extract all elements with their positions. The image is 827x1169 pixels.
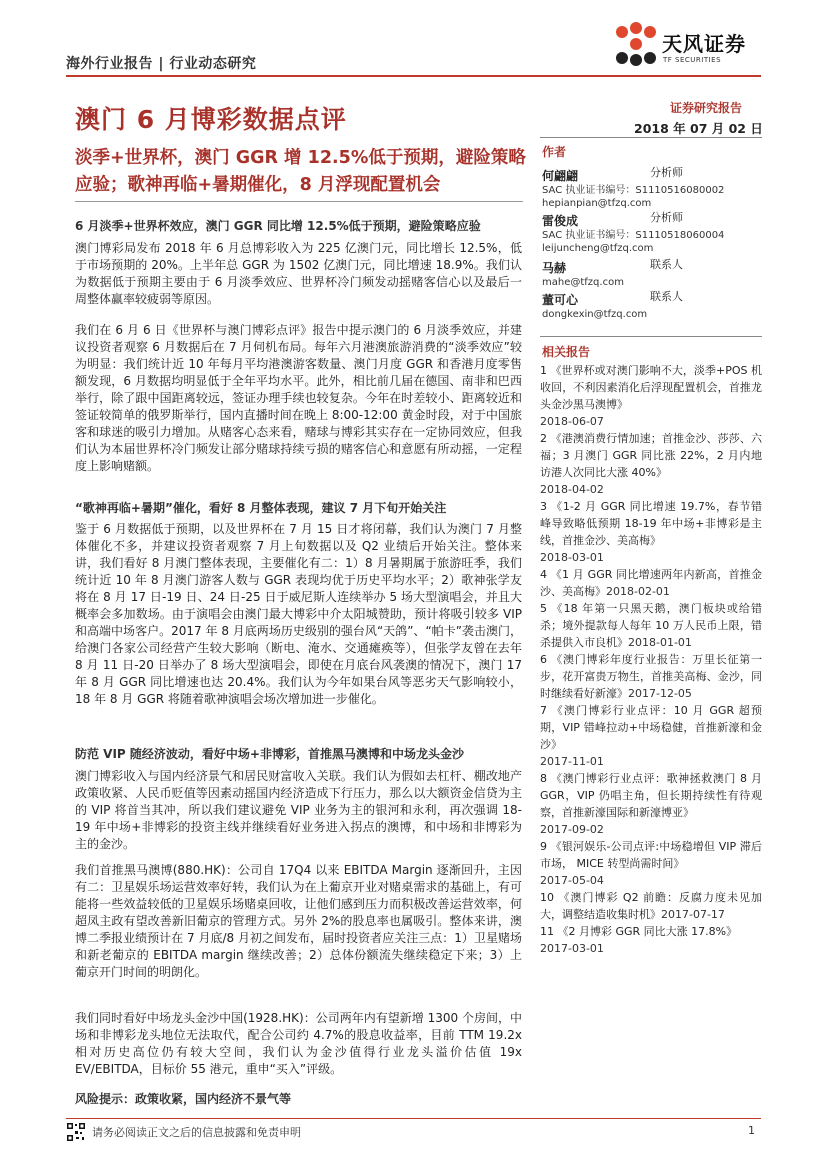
section-heading: 6 月淡季+世界杯效应，澳门 GGR 同比增 12.5%低于预期，避险策略应验: [75, 219, 481, 233]
author-email[interactable]: leijuncheng@tfzq.com: [542, 243, 654, 254]
report-date: 2018 年 07 月 02 日: [634, 121, 763, 136]
report-type: 证券研究报告: [670, 101, 743, 115]
risk-warning: 风险提示：政策收紧，国内经济不景气等: [75, 1092, 292, 1106]
author-role: 联系人: [650, 258, 683, 271]
author-role: 联系人: [650, 290, 683, 303]
related-report-item[interactable]: 7 《澳门博彩行业点评：10 月 GGR 超预期，VIP 错峰拉动+中场稳健，首推新濠和金沙》 2017-11-01: [540, 704, 762, 768]
authors-heading: 作者: [542, 145, 567, 159]
logo-name: 天风证券: [662, 32, 746, 56]
body-paragraph: 澳门博彩收入与国内经济景气和居民财富收入关联。我们认为假如去杠杆、棚改地产政策收紧、人民币贬值等因素动摇国内经济造成下行压力，那么以大额资金信贷为主的 VIP 将首当其冲，所以我们建议避免 VIP 业务为主的银河和永利，再次强调 18-19 年中场+非博彩的投资主线并继续看好业务进入拐点的澳博，和中场和非博彩为主的金沙。: [75, 769, 522, 851]
author-name: 董可心: [542, 293, 579, 307]
related-report-list: [540, 362, 762, 957]
author-block: [542, 257, 762, 289]
related-report-item[interactable]: 2 《港澳消费行情加速；首推金沙、莎莎、六福；3 月澳门 GGR 同比涨 22%，2 月内地访港人次同比大涨 40%》 2018-04-02: [540, 432, 762, 496]
footer-divider: [66, 1118, 761, 1119]
author-name: 雷俊成: [542, 214, 579, 228]
section-heading: “歌神再临+暑期”催化，看好 8 月整体表现，建议 7 月下旬开始关注: [75, 501, 447, 515]
report-category: 海外行业报告 | 行业动态研究: [66, 56, 257, 72]
related-report-item[interactable]: 3 《1-2 月 GGR 同比增速 19.7%，春节错峰导致略低预期 18-19 年中场+非博彩是主线，首推金沙、美高梅》 2018-03-01: [540, 500, 762, 564]
author-name: 何翩翩: [542, 169, 579, 183]
qr-code-icon: [66, 1122, 86, 1142]
author-role: 分析师: [650, 166, 683, 179]
page-subtitle: 淡季+世界杯，澳门 GGR 增 12.5%低于预期，避险策略应验；歌神再临+暑期催化，8 月浮现配置机会: [75, 148, 526, 195]
related-report-item[interactable]: 4 《1 月 GGR 同比增速两年内新高，首推金沙、美高梅》2018-02-01: [540, 568, 762, 598]
section-heading: 防范 VIP 随经济波动，看好中场+非博彩，首推黑马澳博和中场龙头金沙: [75, 747, 464, 761]
body-paragraph: 澳门博彩局发布 2018 年 6 月总博彩收入为 225 亿澳门元，同比增长 12.5%，低于市场预期的 20%。上半年总 GGR 为 1502 亿澳门元，同比增速 18.9%。我们认为数据低于预期主要由于 6 月淡季效应、世界杯冷门频发动摇赌客信心以及最后一周整体赢率较疲弱等原因。: [75, 241, 522, 306]
logo-mark-icon: [612, 22, 658, 68]
related-report-item[interactable]: 6 《澳门博彩年度行业报告：万里长征第一步，花开富贵万物生，首推美高梅、金沙，同时继续看好新濠》2017-12-05: [540, 653, 762, 700]
related-report-item[interactable]: 10 《澳门博彩 Q2 前瞻：反腐力度未见加大，调整结造收集时机》2017-07-17: [540, 891, 762, 921]
related-report-item[interactable]: 8 《澳门博彩行业点评：歌神拯救澳门 8 月 GGR，VIP 仍唱主角，但长期持续性有待观察，首推新濠国际和新濠博亚》 2017-09-02: [540, 772, 762, 836]
author-block: [542, 289, 762, 321]
author-block: [542, 210, 762, 255]
page-title: 澳门 6 月博彩数据点评: [75, 105, 347, 134]
author-cert: SAC 执业证书编号：S1110518060004: [542, 230, 725, 241]
related-heading: 相关报告: [542, 345, 591, 359]
page-number: 1: [748, 1124, 755, 1137]
author-email[interactable]: mahe@tfzq.com: [542, 277, 624, 288]
logo-english: TF SECURITIES: [663, 56, 722, 64]
author-cert: SAC 执业证书编号：S1110516080002: [542, 185, 725, 196]
author-email[interactable]: dongkexin@tfzq.com: [542, 309, 648, 320]
body-paragraph: 我们在 6 月 6 日《世界杯与澳门博彩点评》报告中提示澳门的 6 月淡季效应，并建议投资者观察 6 月数据后在 7 月伺机布局。每年六月港澳旅游消费的“淡季效应”较为明显：我们统计近 10 年每月平均港澳游客数量、澳门月度 GGR 和香港月度零售额发现，6 月数据均明显低于全年平均水平。此外，相比前几届在德国、南非和巴西举行，除了跟中国距离较远，签证办理手续也较复杂。今年在时差较小、距离较近和签证较简单的俄罗斯举行，国内直播时间在晚上 8:00-12:00 黄金时段，对于中国旅客和球迷的吸引力增加。从赌客心态来看，赌球与博彩其实存在一定协同效应，但我们认为本届世界杯冷门频发让部分赌球持续亏损的赌客信心和意愿有所动摇，一定程度上影响赌额。: [75, 323, 522, 473]
author-role: 分析师: [650, 211, 683, 224]
related-report-item[interactable]: 5 《18 年第一只黑天鹅，澳门板块或给错杀；境外提款每人每年 10 万人民币上限，错杀提供入市良机》2018-01-01: [540, 602, 762, 649]
sidebar-divider: [540, 137, 762, 138]
header-divider: [66, 75, 761, 77]
title-divider: [75, 201, 523, 202]
related-report-item[interactable]: 1 《世界杯或对澳门影响不大，淡季+POS 机收回，不利因素消化后浮现配置机会，首推龙头金沙黑马澳博》 2018-06-07: [540, 364, 762, 428]
related-report-item[interactable]: 11 《2 月博彩 GGR 同比大涨 17.8%》 2017-03-01: [540, 925, 738, 955]
author-email[interactable]: hepianpian@tfzq.com: [542, 198, 652, 209]
company-logo: [612, 22, 772, 72]
footer-disclaimer[interactable]: 请务必阅读正文之后的信息披露和免责申明: [92, 1126, 301, 1139]
sidebar-divider: [540, 336, 762, 337]
body-paragraph: 鉴于 6 月数据低于预期，以及世界杯在 7 月 15 日才将闭幕，我们认为澳门 7 月整体催化不多，并建议投资者观察 7 月上旬数据以及 Q2 业绩后开始关注。整体来讲，我们看好 8 月澳门整体表现，主要催化有二：1）8 月暑期属于旅游旺季，我们统计近 10 年 8 月澳门游客人数与 GGR 表现均优于历史平均水平；2）歌神张学友将在 8 月 17 日-19 日、24 日-25 日于威尼斯人连续举办 5 场大型演唱会，并且大概率会多加数场。由于演唱会由澳门最大博彩中介太阳城赞助，预计将吸引较多 VIP 和高端中场客户。2017 年 8 月底两场历史级别的强台风“天鸽”、“帕卡”袭击澳门，给澳门各家公司经营产生较大影响（断电、淹水、交通瘫痪等），但张学友曾在去年 8 月 11 日-20 日举办了 8 场大型演唱会，即使在月底台风袭澳的情况下，澳门 17 年 8 月 GGR 同比增速也达 20.4%。我们认为今年如果台风等恶劣天气影响较小，18 年 8 月 GGR 将随着歌神演唱会场次增加进一步催化。: [75, 522, 522, 706]
body-paragraph: 我们同时看好中场龙头金沙中国(1928.HK)：公司两年内有望新增 1300 个房间，中场和非博彩龙头地位无法取代，配合公司约 4.7%的股息收益率，目前 TTM 19.2x 相对历史高位仍有较大空间，我们认为金沙值得行业龙头溢价估值 19x EV/EBITDA，目标价 55 港元，重申“买入”评级。: [75, 1011, 522, 1076]
author-name: 马赫: [542, 261, 567, 275]
author-block: [542, 165, 762, 210]
body-paragraph: 我们首推黑马澳博(880.HK)：公司自 17Q4 以来 EBITDA Margin 逐渐回升，主因有二：卫星娱乐场运营效率好转，我们认为在上葡京开业对赌桌需求的基础上，有可能将一些效益较低的卫星娱乐场赌桌回收，让他们感到压力而积极改善运营效率，何超凤主政有望改善新旧葡京的管理方式。另外 2%的股息率也属吸引。整体来讲，澳博二季报业绩预计在 7 月底/8 月初之间发布，届时投资者应关注三点：1）卫星赌场和新老葡京的 EBITDA margin 继续改善；2）总体份额流失继续稳定下来；3）上葡京开门时间的明朗化。: [75, 863, 522, 979]
related-report-item[interactable]: 9 《银河娱乐-公司点评:中场稳增但 VIP 滞后市场， MICE 转型尚需时间》 2017-05-04: [540, 840, 762, 887]
